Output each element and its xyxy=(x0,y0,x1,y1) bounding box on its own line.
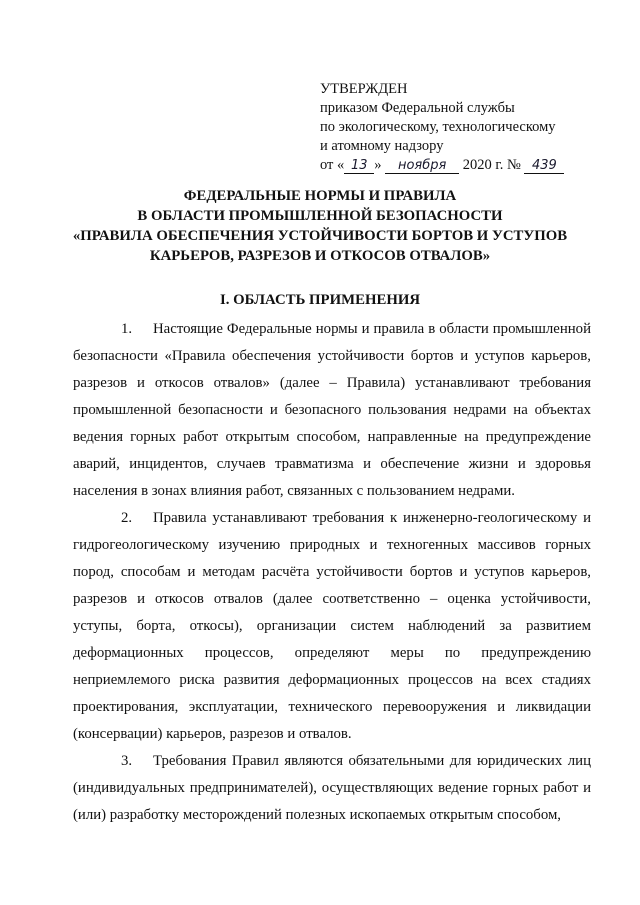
title-line-1: ФЕДЕРАЛЬНЫЕ НОРМЫ И ПРАВИЛА xyxy=(183,188,457,204)
approval-line-3: и атомному надзору xyxy=(320,138,444,154)
approval-line-2: по экологическому, технологическому xyxy=(320,119,556,135)
paragraph-2 xyxy=(73,505,591,748)
paragraph-1 xyxy=(73,316,591,505)
approval-date-line xyxy=(320,156,620,175)
handwritten-day: 13 xyxy=(344,158,374,174)
approval-status: УТВЕРЖДЕН xyxy=(320,81,408,97)
paragraph-text: Требования Правил являются обязательными для юридических лиц (индивидуальных предпринимателей), осуществляющих ведение горных работ и (или) разработку месторождений полезных ископаемых открытым способом, xyxy=(73,753,591,823)
title-line-4: КАРЬЕРОВ, РАЗРЕЗОВ И ОТКОСОВ ОТВАЛОВ» xyxy=(149,248,491,264)
date-mid: » xyxy=(374,157,382,173)
paragraph-text: Правила устанавливают требования к инженерно-геологическому и гидрогеологическому изучению природных и техногенных массивов горных пород, способам и методам расчёта устойчивости бортов и уступов карьеров, разрезов и откосов отвалов (далее соответственно – оценка устойчивости, уступы, борта, откосы), организации систем наблюдений за развитием деформационных процессов, определяют меры по предупреждению неприемлемого риска развития деформационных процессов на всех стадиях проектирования, эксплуатации, технического перевооружения и ликвидации (консервации) карьеров, разрезов и отвалов. xyxy=(73,510,591,742)
approval-block xyxy=(320,80,620,175)
paragraph-text: Настоящие Федеральные нормы и правила в области промышленной безопасности «Правила обеспечения устойчивости бортов и уступов карьеров, разрезов и откосов отвалов» (далее – Правила) устанавливают требования промышленной безопасности и безопасного пользования недрами на объектах ведения горных работ открытым способом, направленные на предупреждение аварий, инцидентов, случаев травматизма и обеспечение жизни и здоровья населения в зонах влияния работ, связанных с пользованием недрами. xyxy=(73,321,591,499)
paragraph-number: 2. xyxy=(121,510,133,526)
document-body xyxy=(73,316,591,829)
approval-line-1: приказом Федеральной службы xyxy=(320,100,515,116)
paragraph-number: 3. xyxy=(121,753,133,769)
paragraph-number: 1. xyxy=(121,321,133,337)
document-title xyxy=(40,186,600,266)
title-line-3: «ПРАВИЛА ОБЕСПЕЧЕНИЯ УСТОЙЧИВОСТИ БОРТОВ И УСТУПОВ xyxy=(72,228,568,244)
handwritten-month: ноября xyxy=(385,158,459,174)
date-year: 2020 г. № xyxy=(462,157,521,173)
handwritten-order-number: 439 xyxy=(524,158,564,174)
title-line-2: В ОБЛАСТИ ПРОМЫШЛЕННОЙ БЕЗОПАСНОСТИ xyxy=(137,208,503,224)
paragraph-3 xyxy=(73,748,591,829)
date-prefix: от « xyxy=(320,157,345,173)
section-heading: I. ОБЛАСТЬ ПРИМЕНЕНИЯ xyxy=(219,292,421,308)
